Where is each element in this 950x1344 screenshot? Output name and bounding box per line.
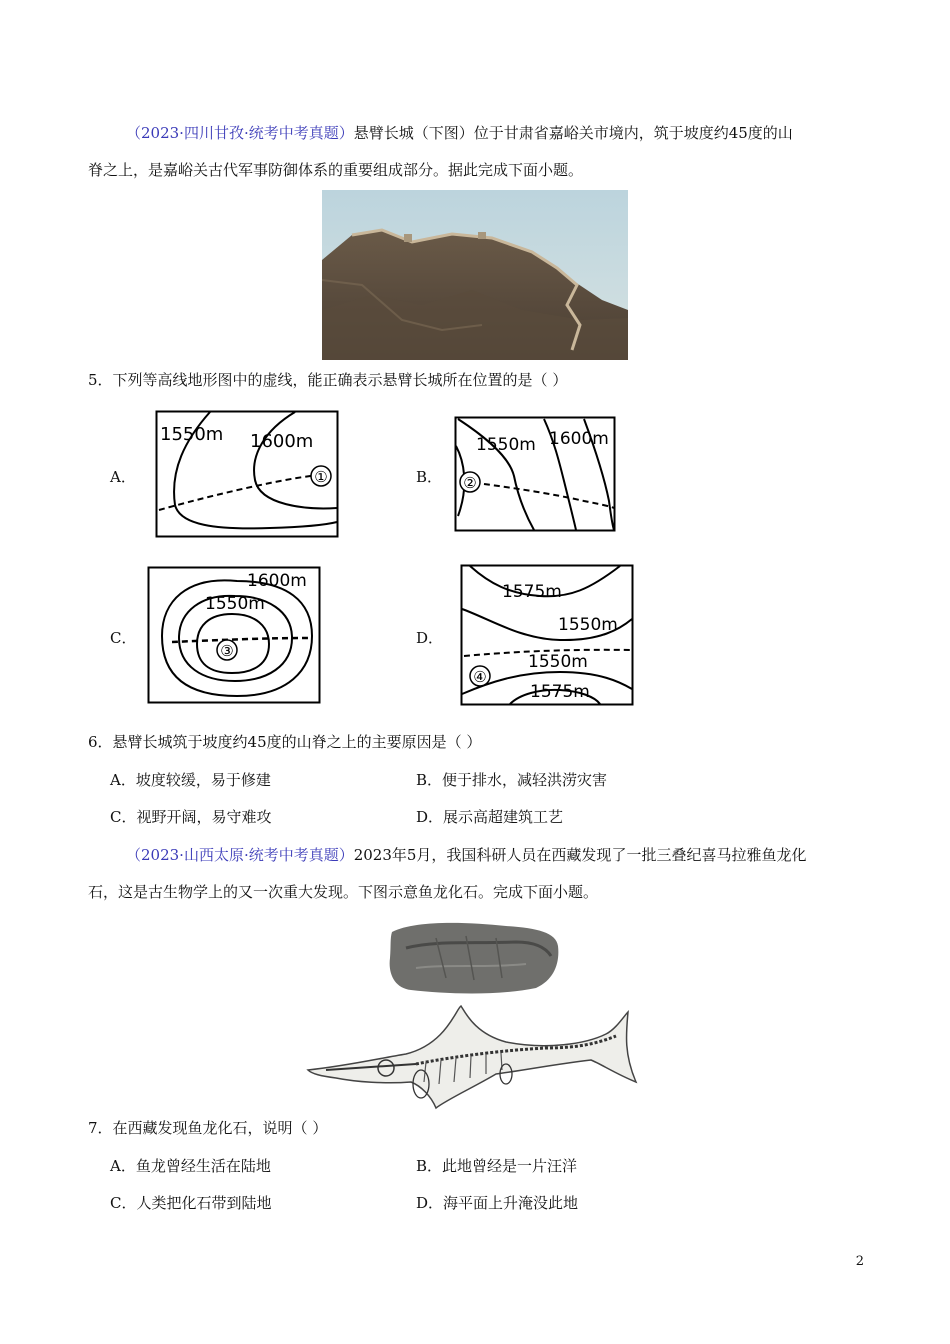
mark-2: ② [463, 474, 477, 492]
passage2-line1 [126, 845, 806, 865]
q7-option-c[interactable]: C．人类把化石带到陆地 [110, 1194, 272, 1212]
contour-map-d [460, 564, 634, 706]
contour-label: 1575m [530, 682, 590, 702]
contour-label: 1575m [502, 582, 562, 602]
contour-label: 1550m [528, 652, 588, 672]
contour-map-a [155, 410, 339, 538]
contour-label: 1550m [476, 435, 536, 455]
ichthyosaur-skeleton-illustration [306, 1004, 640, 1110]
contour-label: 1550m [558, 615, 618, 635]
option-d-label: D． [416, 629, 444, 647]
passage-text: 悬臂长城（下图）位于甘肃省嘉峪关市境内，筑于坡度约45度的山 [353, 124, 793, 142]
great-wall-photo [322, 190, 628, 360]
q7-option-a[interactable]: A．鱼龙曾经生活在陆地 [110, 1157, 271, 1175]
passage1-line2: 脊之上，是嘉峪关古代军事防御体系的重要组成部分。据此完成下面小题。 [88, 161, 584, 179]
contour-label: 1600m [549, 429, 609, 449]
contour-map-b [454, 416, 616, 532]
mark-4: ④ [473, 668, 487, 686]
q7-option-d[interactable]: D．海平面上升淹没此地 [416, 1194, 579, 1212]
mark-1: ① [314, 468, 328, 486]
option-a-label: A． [110, 468, 136, 486]
passage-text: 2023年5月，我国科研人员在西藏发现了一批三叠纪喜马拉雅鱼龙化 [353, 846, 807, 864]
q6-option-d[interactable]: D．展示高超建筑工艺 [416, 808, 564, 826]
contour-label: 1550m [160, 424, 224, 445]
q6-option-c[interactable]: C．视野开阔，易守难攻 [110, 808, 272, 826]
q6-option-a[interactable]: A．坡度较缓，易于修建 [110, 771, 271, 789]
ichthyosaur-fossil-photo [386, 918, 562, 998]
passage2-line2: 石，这是古生物学上的又一次重大发现。下图示意鱼龙化石。完成下面小题。 [88, 883, 599, 901]
contour-label: 1600m [247, 571, 307, 591]
source-citation: （2023·四川甘孜·统考中考真题） [126, 124, 354, 142]
q6-stem: 6．悬臂长城筑于坡度约45度的山脊之上的主要原因是（ ） [88, 733, 482, 751]
q6-option-b[interactable]: B．便于排水，减轻洪涝灾害 [416, 771, 608, 789]
q5-stem: 5．下列等高线地形图中的虚线，能正确表示悬臂长城所在位置的是（ ） [88, 371, 568, 389]
passage1-line1 [126, 123, 793, 143]
q7-stem: 7．在西藏发现鱼龙化石，说明（ ） [88, 1119, 328, 1137]
source-citation: （2023·山西太原·统考中考真题） [126, 846, 354, 864]
q7-option-b[interactable]: B．此地曾经是一片汪洋 [416, 1157, 578, 1175]
option-c-label: C． [110, 629, 137, 647]
contour-label: 1600m [250, 431, 314, 452]
mark-3: ③ [220, 642, 234, 660]
contour-map-c [147, 566, 321, 704]
option-b-label: B． [416, 468, 443, 486]
contour-label: 1550m [205, 594, 265, 614]
page-number: 2 [855, 1254, 864, 1269]
